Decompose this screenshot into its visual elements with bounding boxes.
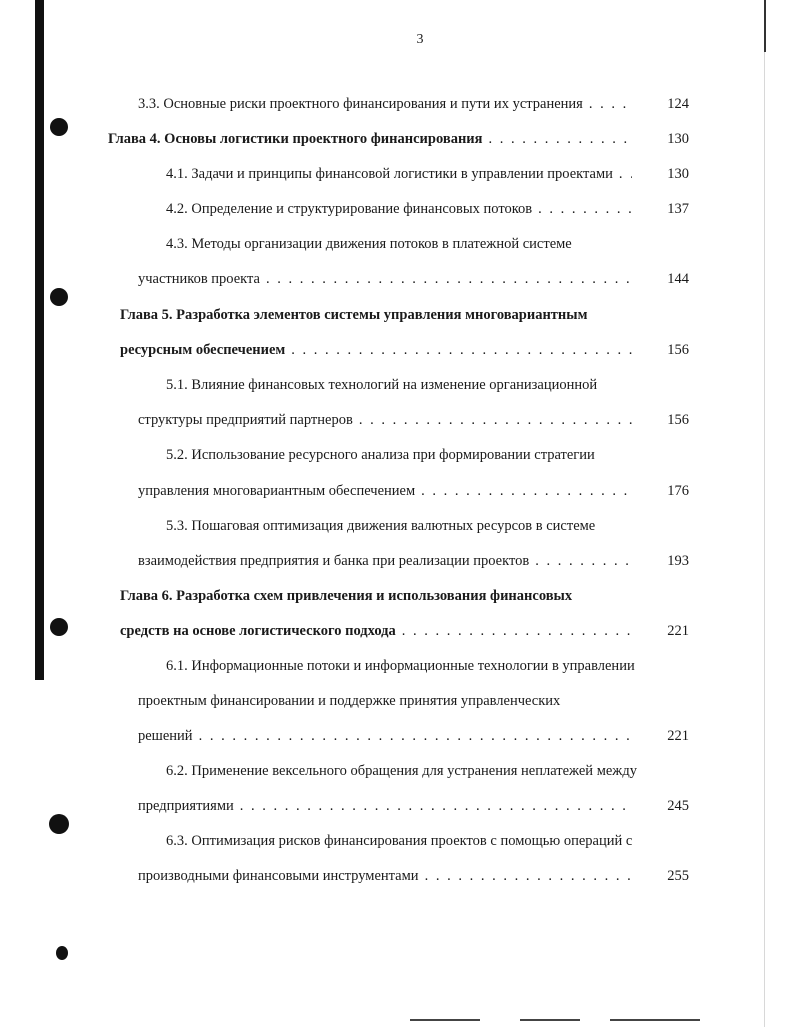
toc-entry-6-2-line2 <box>138 796 638 816</box>
toc-entry-title: 6.1. Информационные потоки и информационные технологии в управлении <box>166 658 635 674</box>
dot-leader <box>619 164 632 184</box>
toc-entry-title: 4.1. Задачи и принципы финансовой логистики в управлении проектами <box>166 166 613 182</box>
toc-entry-4-3-line1 <box>166 234 572 254</box>
dot-leader <box>402 621 632 641</box>
toc-page-number: 156 <box>667 412 689 428</box>
toc-entry-6-1-line2 <box>138 691 560 711</box>
toc-page-number: 193 <box>667 553 689 569</box>
toc-chapter-4 <box>108 129 638 149</box>
toc-entry-title-cont: управления многовариантным обеспечением <box>138 483 416 499</box>
toc-entry-title: 5.2. Использование ресурсного анализа при формировании стратегии <box>166 447 595 463</box>
toc-entry-5-3-line1 <box>166 516 595 536</box>
toc-chapter-5-line2 <box>120 340 638 360</box>
toc-entry-5-1-line1 <box>166 375 597 395</box>
toc-entry-title: 4.2. Определение и структурирование финансовых потоков <box>166 201 533 217</box>
toc-entry-title-cont: предприятиями <box>138 798 234 814</box>
toc-page-number: 156 <box>667 342 689 358</box>
toc-entry-5-3-line2 <box>138 551 638 571</box>
toc-chapter-6-line2 <box>120 621 638 641</box>
toc-entry-6-2-line1 <box>166 761 637 781</box>
scan-bottom-mark <box>610 1019 700 1021</box>
toc-entry-4-3-line2 <box>138 269 638 289</box>
punch-hole <box>49 814 69 834</box>
toc-entry-6-1-line1 <box>166 656 635 676</box>
dot-leader <box>421 481 632 501</box>
toc-entry-title: 6.3. Оптимизация рисков финансирования проектов с помощью операций с <box>166 833 633 849</box>
scan-bottom-mark <box>410 1019 480 1021</box>
punch-hole <box>50 118 68 136</box>
toc-entry-title-cont: участников проекта <box>138 271 260 287</box>
dot-leader <box>199 726 632 746</box>
dot-leader <box>589 94 632 114</box>
toc-entry-title: 5.1. Влияние финансовых технологий на изменение организационной <box>166 377 598 393</box>
scan-left-edge <box>35 0 44 680</box>
toc-chapter-title: Глава 5. Разработка элементов системы управления многовариантным <box>120 307 588 323</box>
punch-hole <box>50 288 68 306</box>
dot-leader <box>489 129 633 149</box>
toc-entry-title: 3.3. Основные риски проектного финансирования и пути их устранения <box>138 96 583 112</box>
page-number: 3 <box>416 32 424 47</box>
toc-chapter-title: Глава 4. Основы логистики проектного финансирования <box>108 131 483 147</box>
dot-leader <box>538 199 632 219</box>
dot-leader <box>535 551 632 571</box>
toc-page-number: 255 <box>667 868 689 884</box>
toc-chapter-5-line1 <box>120 305 587 325</box>
toc-page-number: 221 <box>667 623 689 639</box>
punch-hole <box>56 946 68 960</box>
dot-leader <box>425 866 632 886</box>
toc-entry-6-3-line2 <box>138 866 638 886</box>
scan-right-edge-faint <box>764 52 765 1027</box>
toc-page-number: 221 <box>667 728 689 744</box>
toc-chapter-title: Глава 6. Разработка схем привлечения и использования финансовых <box>120 588 573 604</box>
toc-entry-4-2 <box>166 199 638 219</box>
dot-leader <box>240 796 632 816</box>
toc-page-number: 124 <box>667 96 689 112</box>
toc-entry-3-3 <box>138 94 638 114</box>
toc-entry-title: 6.2. Применение вексельного обращения для устранения неплатежей между <box>166 763 637 779</box>
toc-chapter-title-cont: средств на основе логистического подхода <box>120 623 396 639</box>
dot-leader <box>266 269 632 289</box>
dot-leader <box>359 410 632 430</box>
toc-page-number: 137 <box>667 201 689 217</box>
toc-page-number: 245 <box>667 798 689 814</box>
punch-hole <box>50 618 68 636</box>
toc-entry-title-cont: проектным финансировании и поддержке принятия управленческих <box>138 693 561 709</box>
toc-chapter-title-cont: ресурсным обеспечением <box>120 342 286 358</box>
toc-entry-title-cont: взаимодействия предприятия и банка при реализации проектов <box>138 553 530 569</box>
toc-entry-title-cont: структуры предприятий партнеров <box>138 412 353 428</box>
toc-entry-title: 4.3. Методы организации движения потоков в платежной системе <box>166 236 572 252</box>
toc-entry-5-2-line2 <box>138 481 638 501</box>
toc-entry-4-1 <box>166 164 638 184</box>
toc-page-number: 130 <box>667 131 689 147</box>
toc-entry-title: 5.3. Пошаговая оптимизация движения валютных ресурсов в системе <box>166 518 596 534</box>
toc-entry-title-cont: производными финансовыми инструментами <box>138 868 419 884</box>
scan-bottom-mark <box>520 1019 580 1021</box>
toc-entry-5-2-line1 <box>166 445 595 465</box>
toc-entry-6-1-line3 <box>138 726 638 746</box>
toc-page-number: 144 <box>667 271 689 287</box>
toc-entry-title-cont: решений <box>138 728 193 744</box>
toc-page-number: 130 <box>667 166 689 182</box>
toc-entry-6-3-line1 <box>166 831 632 851</box>
toc-chapter-6-line1 <box>120 586 572 606</box>
toc-page-number: 176 <box>667 483 689 499</box>
dot-leader <box>291 340 632 360</box>
toc-entry-5-1-line2 <box>138 410 638 430</box>
